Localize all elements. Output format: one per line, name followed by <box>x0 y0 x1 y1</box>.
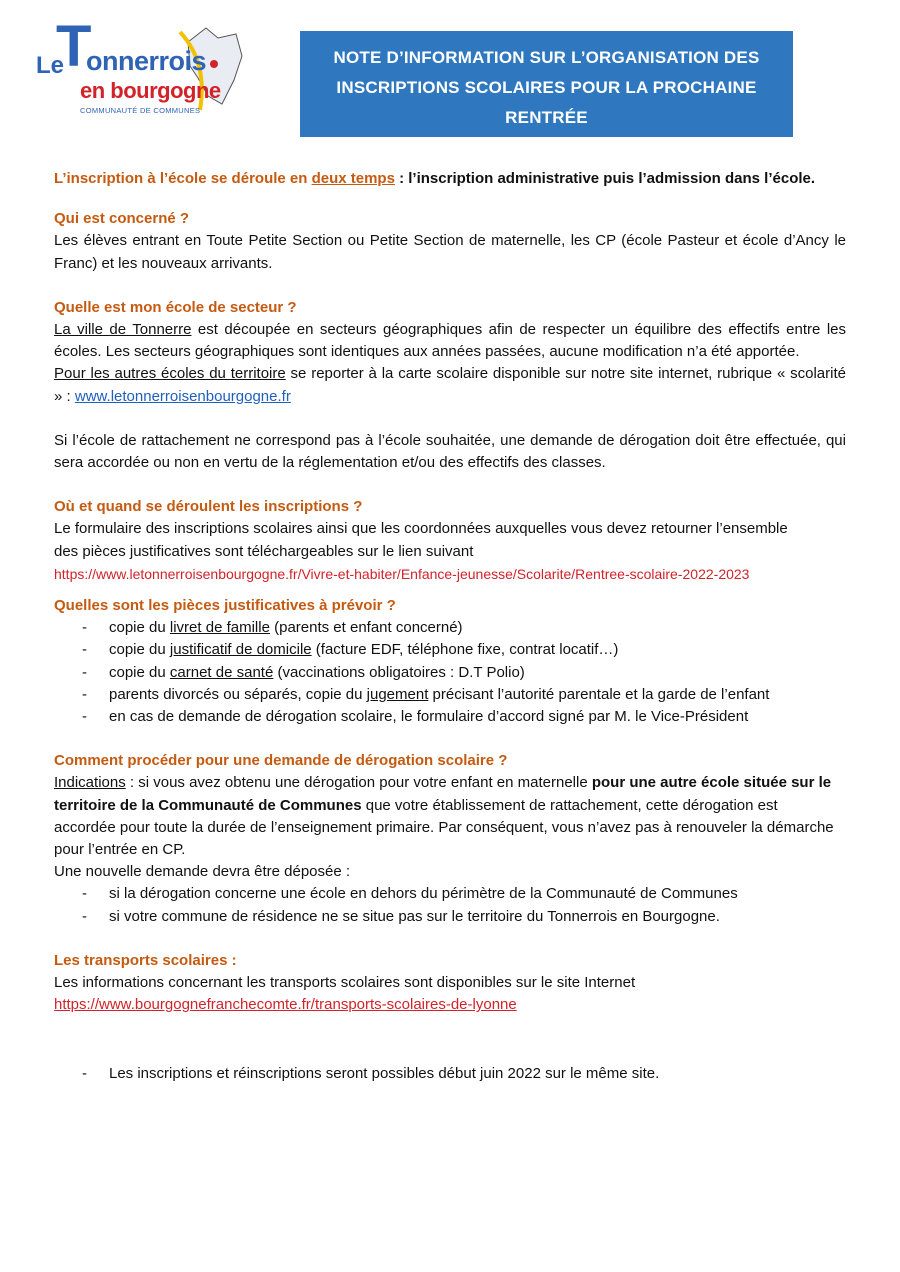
list-item: - Les inscriptions et réinscriptions seront possibles début juin 2022 sur le même site. <box>54 1063 846 1085</box>
logo-tonnerrois: onnerrois <box>86 46 207 76</box>
item-underlined: carnet de santé <box>169 663 274 681</box>
list-item <box>54 639 846 661</box>
intro-part1: L’inscription à l’école se déroule en <box>54 170 312 187</box>
secteur-p1-rest: est découpée en secteurs géographiques afin de respecter un équilibre des effectifs entre les écoles. Les secteurs géographiques sont identiques aux années passées, aucune modification n’a été apportée. <box>54 321 846 361</box>
transports-text: Les informations concernant les transports scolaires sont disponibles sur le site Internet <box>54 974 636 992</box>
logo-t: T <box>56 14 92 79</box>
indications-label: Indications <box>54 774 126 792</box>
site-link[interactable]: www.letonnerroisenbourgogne.fr <box>74 387 291 405</box>
item-underlined: justificatif de domicile <box>169 641 312 659</box>
item-text: (parents et enfant concerné) <box>269 619 463 637</box>
list-item <box>54 662 846 684</box>
item-text: copie du <box>109 619 170 637</box>
transports-link[interactable]: https://www.bourgognefranchecomte.fr/transports-scolaires-de-lyonne <box>54 996 517 1014</box>
secteur-p2-rest: se reporter à la carte scolaire disponible sur notre site internet, rubrique « scolarité » : <box>54 365 846 405</box>
inscriptions-link[interactable]: https://www.letonnerroisenbourgogne.fr/Vivre-et-habiter/Enfance-jeunesse/Scolarite/Rentree-scolaire-2022-2023 <box>54 565 750 582</box>
item-text: copie du <box>109 641 170 659</box>
intro-deux-temps: deux temps <box>311 170 395 187</box>
secteur-p2 <box>54 363 846 407</box>
title-line-2: INSCRIPTIONS SCOLAIRES POUR LA PROCHAINE RENTRÉE <box>336 78 757 127</box>
logo-le: Le <box>36 52 65 79</box>
heading-pieces: Quelles sont les pièces justificatives à prévoir ? <box>54 597 396 615</box>
item-text: en cas de demande de dérogation scolaire, le formulaire d’accord signé par M. le Vice-Président <box>109 708 749 726</box>
item-text: parents divorcés ou séparés, copie du <box>109 685 367 703</box>
item-text: copie du <box>109 663 170 681</box>
item-underlined: livret de famille <box>169 619 270 637</box>
logo-en-bourgogne: en bourgogne <box>80 78 221 103</box>
ou-quand-text: Le formulaire des inscriptions scolaires ainsi que les coordonnées auxquelles vous devez retourner l’ensemble des pièces justificatives sont téléchargeables sur le lien suivant <box>54 520 788 560</box>
secteur-p2-underlined: Pour les autres écoles du territoire <box>54 365 286 383</box>
heading-concerne: Qui est concerné ? <box>54 210 190 228</box>
document-body <box>54 168 846 1085</box>
title-year: (2022/2023) <box>495 137 598 158</box>
secteur-p1-underlined: La ville de Tonnerre <box>54 321 192 339</box>
item-underlined: jugement <box>366 685 429 703</box>
secteur-p3: Si l’école de rattachement ne correspond pas à l’école souhaitée, une demande de dérogation doit être effectuée, qui sera accordée ou non en vertu de la réglementation et/ou des effectifs des classes. <box>54 431 846 472</box>
heading-derogation: Comment procéder pour une demande de dérogation scolaire ? <box>54 752 508 770</box>
intro <box>54 168 846 190</box>
indications-text: que votre établissement de rattachement, cette dérogation est accordée pour toute la durée de l’enseignement primaire. Par conséquent, vous n’avez pas à renouveler la démarche pour l’entrée en CP. <box>54 796 834 859</box>
list-item: - si la dérogation concerne une école en dehors du périmètre de la Communauté de Communes <box>54 883 846 905</box>
secteur-p1 <box>54 319 846 363</box>
list-item <box>54 684 846 706</box>
pieces-list <box>54 617 846 728</box>
title-banner <box>300 31 793 158</box>
item-text: (vaccinations obligatoires : D.T Polio) <box>273 663 525 681</box>
list-item <box>54 617 846 639</box>
logo <box>28 14 248 124</box>
final-list <box>54 1063 846 1085</box>
concerne-text: Les élèves entrant en Toute Petite Section ou Petite Section de maternelle, les CP (école Pasteur et école d’Ancy le Franc) et les nouveaux arrivants. <box>54 232 846 272</box>
heading-secteur: Quelle est mon école de secteur ? <box>54 298 297 316</box>
heading-transports: Les transports scolaires : <box>54 951 237 969</box>
item-text: précisant l’autorité parentale et la garde de l’enfant <box>428 685 770 703</box>
logo-subtitle: COMMUNAUTÉ DE COMMUNES <box>80 106 201 115</box>
nouvelle-demande: Une nouvelle demande devra être déposée : <box>54 863 351 881</box>
list-item <box>54 706 846 728</box>
derogation-list <box>54 883 846 927</box>
indications-bold: pour une autre école située sur le territoire de la Communauté de Communes <box>54 774 832 814</box>
list-item: - si votre commune de résidence ne se situe pas sur le territoire du Tonnerrois en Bourgogne. <box>54 906 846 928</box>
intro-part3: : l’inscription administrative puis l’admission dans l’école. <box>394 170 816 187</box>
derogation-indications <box>54 772 846 861</box>
item-text: (facture EDF, téléphone fixe, contrat locatif…) <box>311 641 619 659</box>
indications-text: : si vous avez obtenu une dérogation pour votre enfant en maternelle <box>125 774 592 792</box>
heading-ou-quand: Où et quand se déroulent les inscriptions ? <box>54 498 363 516</box>
title-line-1: NOTE D’INFORMATION SUR L’ORGANISATION DES <box>333 48 760 67</box>
